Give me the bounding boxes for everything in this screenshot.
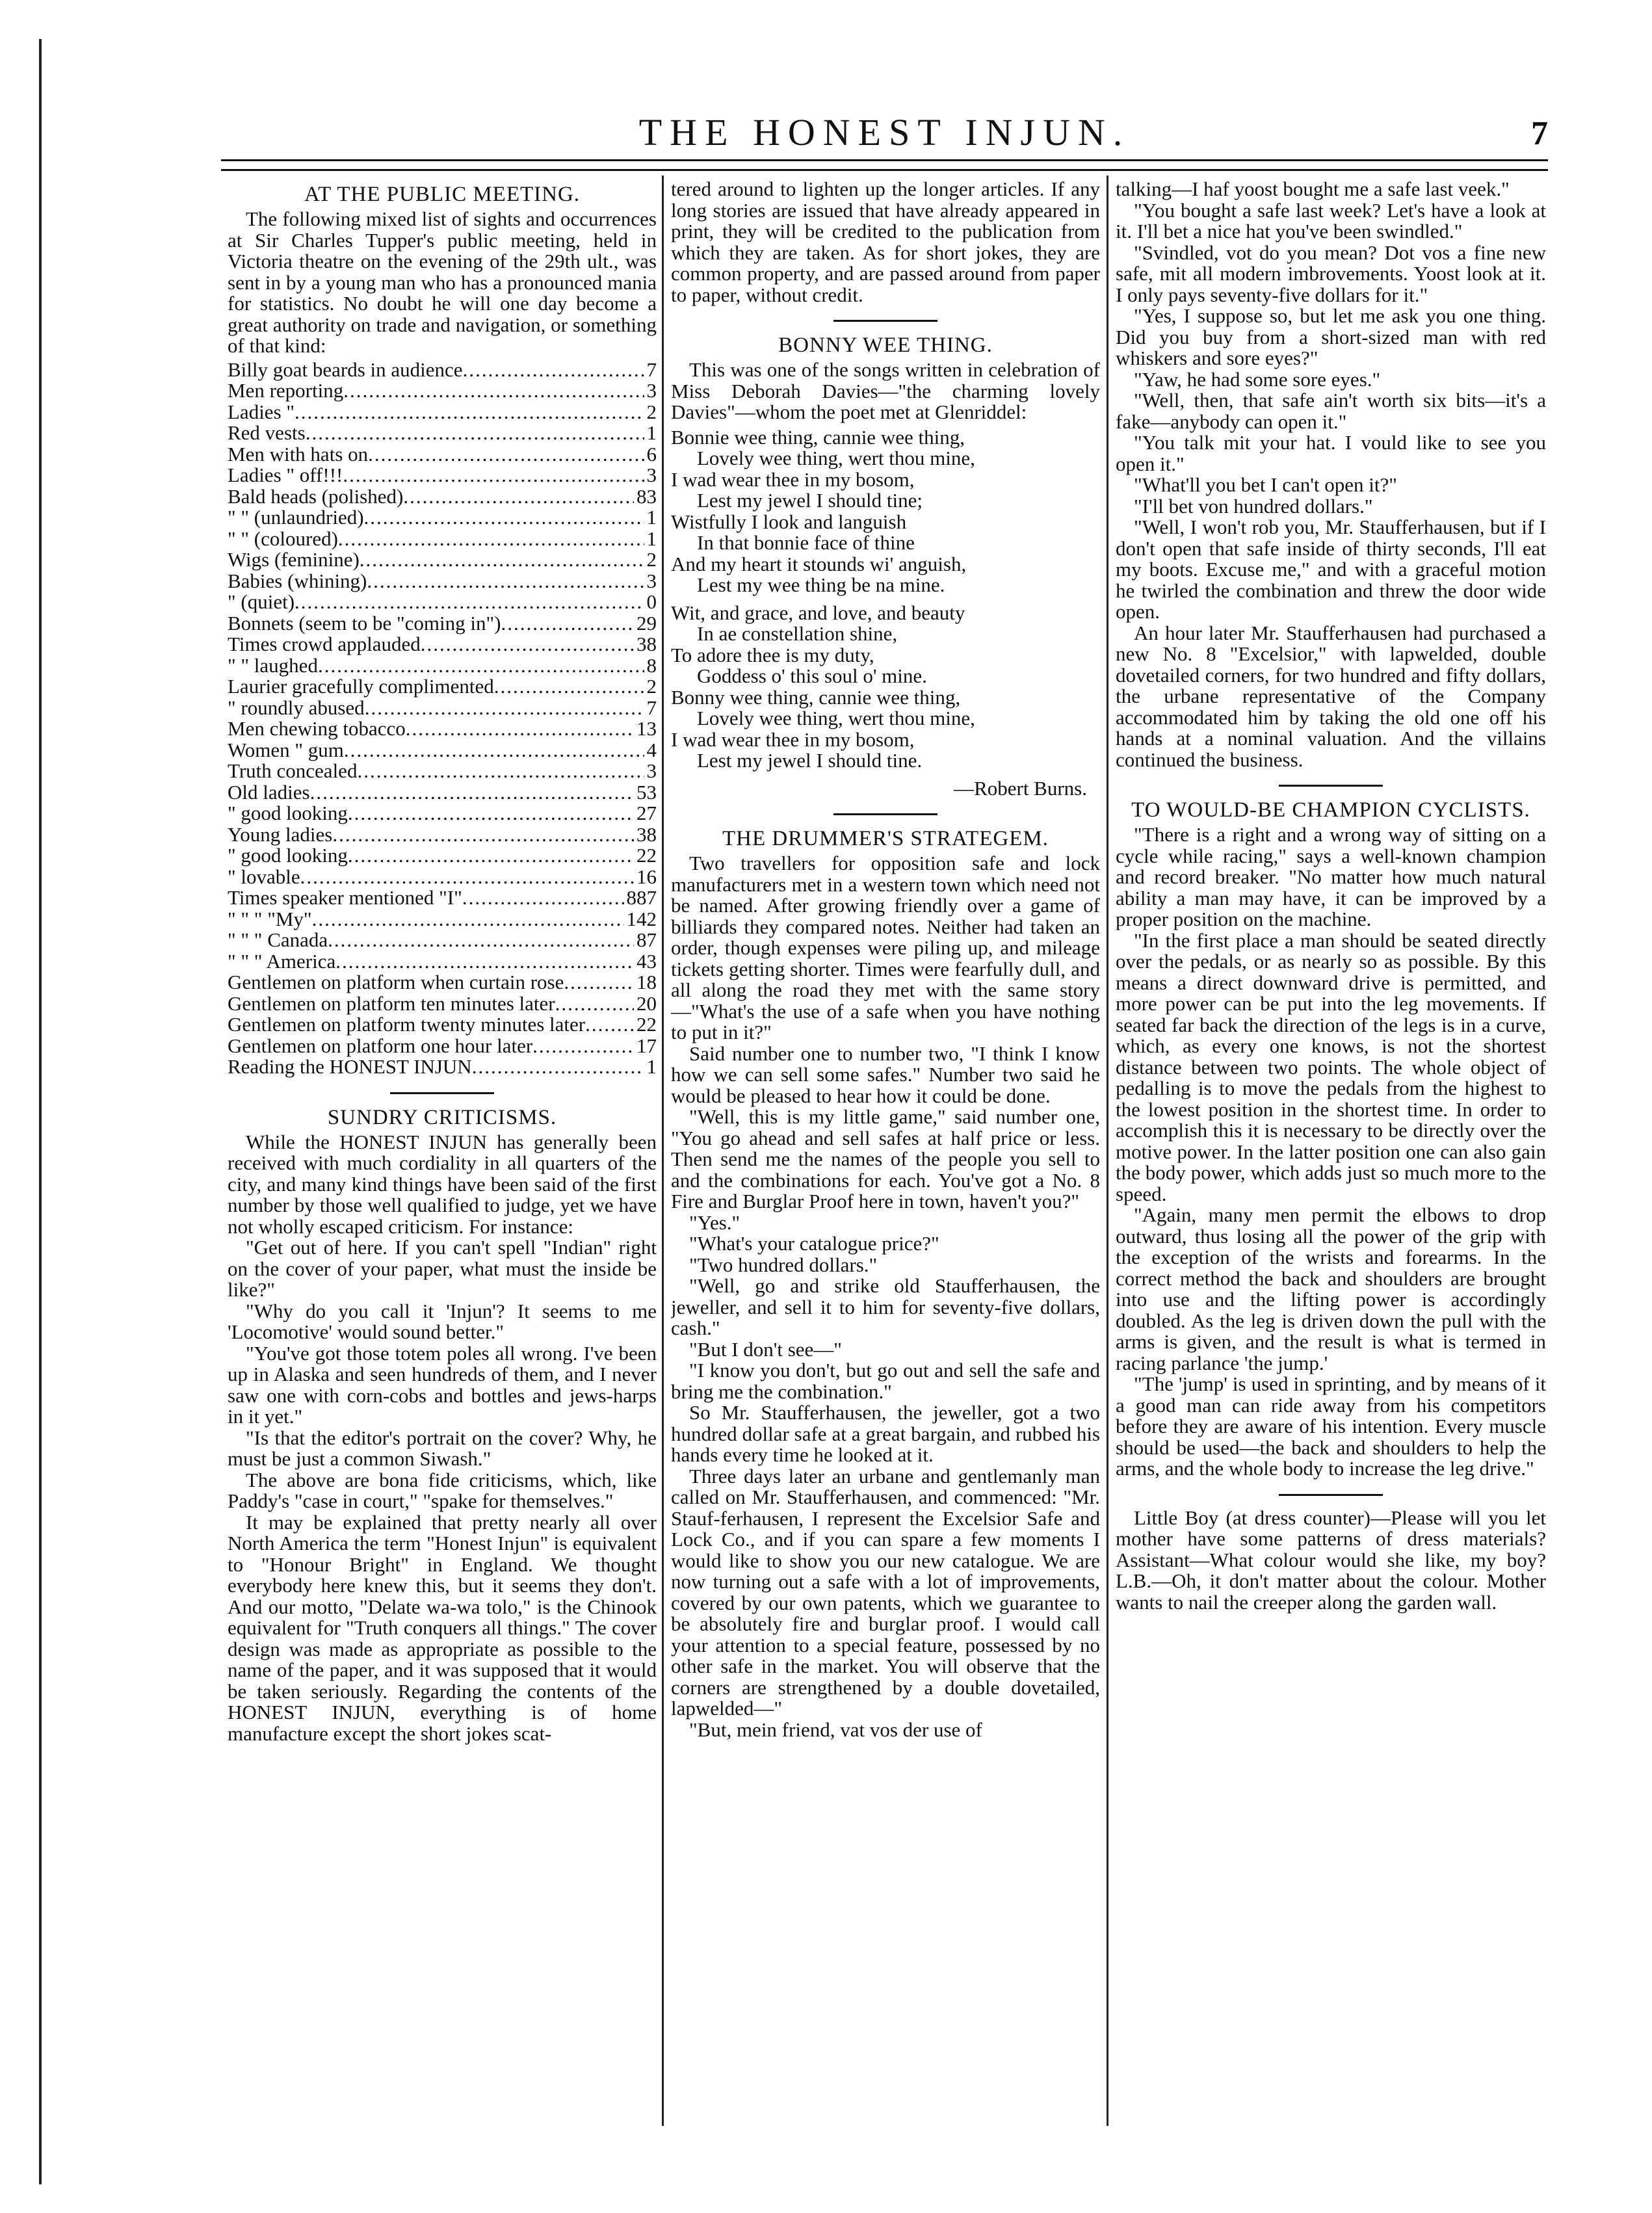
- poem-author: —Robert Burns.: [954, 776, 1087, 800]
- article-title-drummers-strategem: THE DRUMMER'S STRATEGEM.: [722, 827, 1049, 850]
- poem-line: And my heart it stounds wi' anguish,: [671, 552, 967, 575]
- leader-dots: [300, 867, 634, 888]
- statistic-value: 3: [646, 569, 657, 592]
- statistic-label: Men with hats on: [228, 442, 369, 465]
- statistic-label: Gentlemen on platform when curtain rose: [228, 971, 564, 993]
- poem-line: Lest my jewel I should tine.: [697, 749, 923, 772]
- statistic-row: [228, 486, 657, 508]
- paragraph: talking—I haf yoost bought me a safe last veek.": [1116, 179, 1510, 200]
- paragraph: "There is a right and a wrong way of sitting on a cycle while racing," says a well-known champion and record breaker. "No matter how much natural ability a man may have, it can be improved by a proper position on the machine.: [1116, 823, 1546, 930]
- paragraph: "Again, many men permit the elbows to drop outward, thus losing all the power of the grip with the exception of the wrists and forearms. In the correct method the back and shoulders are brought into use and the lifting power is accordingly doubled. As the leg is driven down the pull with the arms is given, and the result is what is termed in racing parlance 'the jump.': [1116, 1203, 1546, 1374]
- statistic-row: [228, 380, 657, 402]
- paragraph: "But I don't see—": [689, 1337, 842, 1361]
- statistic-label: Ladies " off!!!: [228, 464, 343, 486]
- statistic-value: 6: [646, 442, 657, 465]
- statistic-label: " " laughed: [228, 653, 318, 677]
- poem-stanza-1: [671, 427, 1100, 596]
- leader-dots: [312, 909, 624, 930]
- statistic-label: Laurier gracefully complimented: [228, 675, 494, 698]
- statistic-value: 13: [636, 717, 657, 740]
- paragraph: "Well, I won't rob you, Mr. Staufferhausen, but if I don't open that safe inside of thirty seconds, I'll eat my boots. Excuse me," and with a graceful motion he twirled the combination and threw the door wide open.: [1116, 516, 1546, 623]
- poem-line: Lovely wee thing, wert thou mine,: [697, 447, 975, 469]
- statistic-label: Ladies ": [228, 400, 295, 423]
- leader-dots: [328, 930, 634, 951]
- poem-line: Bonny wee thing, cannie wee thing,: [671, 685, 961, 709]
- article-intro: The following mixed list of sights and occurrences at Sir Charles Tupper's public meeting, held in Victoria theatre on the evening of the 29th ult., was sent in by a young man who has a pronounced mania for statistics. No doubt he will one day become a great authority on trade and navigation, or something of that kind:: [228, 207, 657, 357]
- poem-line: Lest my wee thing be na mine.: [697, 573, 945, 596]
- statistic-row: [228, 972, 657, 993]
- leader-dots: [368, 444, 644, 465]
- paragraph: "Well, go and strike old Staufferhausen, the jeweller, and sell it to him for seventy-five dollars, cash.": [671, 1274, 1100, 1339]
- statistic-label: Red vests: [228, 421, 306, 444]
- statistic-row: [228, 592, 657, 613]
- leader-dots: [338, 529, 644, 550]
- leader-dots: [364, 507, 644, 529]
- leader-dots: [360, 549, 644, 571]
- statistic-label: " " " "My": [228, 907, 312, 930]
- statistic-value: 20: [636, 991, 657, 1015]
- leader-dots: [348, 845, 634, 867]
- paragraph: "Yes.": [689, 1211, 741, 1234]
- paragraph: "Why do you call it 'Injun'? It seems to me 'Locomotive' would sound better.": [228, 1299, 657, 1343]
- statistic-row: [228, 951, 657, 973]
- statistic-value: 7: [646, 358, 657, 381]
- paragraph: "Get out of here. If you can't spell "Indian" right on the cover of your paper, what must the inside be like?": [228, 1236, 657, 1301]
- leader-dots: [295, 402, 644, 423]
- paragraph: Said number one to number two, "I think I know how we can sell some safes." Number two said he would be pleased to hear how it could be done.: [671, 1041, 1100, 1107]
- statistic-row: [228, 507, 657, 529]
- statistic-value: 27: [636, 802, 657, 824]
- column-divider-1: [662, 176, 664, 2126]
- statistic-label: " " (unlaundried): [228, 506, 364, 529]
- leader-dots: [462, 887, 624, 909]
- statistic-label: Men chewing tobacco: [228, 717, 406, 740]
- statistic-row: [228, 1014, 657, 1036]
- section-separator: [390, 1092, 494, 1094]
- statistic-row: [228, 655, 657, 677]
- paragraph: "Svindled, vot do you mean? Dot vos a fine new safe, mit all modern imbrovements. Yoost look at it. I only pays seventy-five dollars for it.": [1116, 241, 1546, 306]
- poem-line: I wad wear thee in my bosom,: [671, 467, 915, 491]
- statistic-row: [228, 549, 657, 571]
- statistic-label: Gentlemen on platform one hour later: [228, 1034, 533, 1057]
- statistic-value: 53: [636, 780, 657, 804]
- statistic-value: 3: [646, 379, 657, 402]
- statistic-row: [228, 529, 657, 550]
- statistic-value: 29: [636, 611, 657, 635]
- section-separator: [833, 813, 937, 815]
- paragraph: "In the first place a man should be seated directly over the pedals, or as nearly so as possible. By this means a direct downward drive is permitted, and more power can be put into the leg movements. If seated far back the direction of the legs is in a curve, which, as every one knows, is not the shortest distance between two points. The whole object of pedalling is to move the pedals from the highest to the lowest position in the shortest time. In order to accomplish this it is necessary to be directly over the motive power. In the latter position one can also gain the body power, which adds just so much more to the speed.: [1116, 928, 1546, 1205]
- leader-dots: [332, 824, 634, 846]
- statistic-value: 3: [646, 759, 657, 782]
- paragraph: "I'll bet von hundred dollars.": [1134, 494, 1373, 517]
- paragraph: "Yaw, he had some sore eyes.": [1134, 367, 1381, 391]
- statistic-label: " roundly abused: [228, 696, 365, 719]
- poem-line: To adore thee is my duty,: [671, 643, 874, 666]
- statistic-value: 83: [636, 484, 657, 508]
- poem-line: Goddess o' this soul o' mine.: [697, 664, 927, 687]
- statistic-label: Women " gum: [228, 738, 344, 761]
- statistic-label: Times speaker mentioned "I": [228, 886, 462, 909]
- statistic-row: [228, 887, 657, 909]
- poem-line: In ae constellation shine,: [697, 622, 898, 645]
- paragraph: "Is that the editor's portrait on the cover? Why, he must be just a common Siwash.": [228, 1426, 657, 1470]
- statistic-value: 4: [646, 738, 657, 761]
- statistic-label: Billy goat beards in audience: [228, 358, 463, 381]
- poem-line: In that bonnie face of thine: [697, 531, 915, 554]
- section-separator: [833, 320, 937, 322]
- statistic-value: 87: [636, 928, 657, 951]
- leader-dots: [564, 972, 634, 993]
- paragraph: It may be explained that pretty nearly all over North America the term "Honest Injun" is equivalent to "Honour Bright" in England. We thought everybody here knew this, but it seems they don't. And our motto, "Delate wa-wa tolo," is the Chinook equivalent for "Truth conquers all things." The cover design was made as appropriate as possible to the name of the paper, and it was supposed that it would be taken seriously. Regarding the contents of the HONEST INJUN, everything is of home manufacture except the short jokes scat-: [228, 1510, 657, 1745]
- statistic-row: [228, 676, 657, 698]
- statistic-label: Bald heads (polished): [228, 484, 404, 508]
- statistic-label: " " " Canada: [228, 928, 328, 951]
- statistic-value: 1: [646, 506, 657, 529]
- leader-dots: [343, 380, 644, 402]
- masthead: [221, 111, 1548, 163]
- leader-dots: [318, 655, 644, 677]
- statistic-label: Reading the HONEST INJUN: [228, 1055, 472, 1078]
- article-title-cyclists: TO WOULD-BE CHAMPION CYCLISTS.: [1131, 798, 1530, 822]
- statistic-value: 18: [636, 971, 657, 993]
- statistic-row: [228, 465, 657, 486]
- statistic-label: Men reporting: [228, 379, 344, 402]
- paragraph: "The 'jump' is used in sprinting, and by means of it a good man can ride away from his competitors before they are aware of his intention. Every muscle should be used—the back and shoulders to help the arms, and the whole body to increase the leg drive.": [1116, 1372, 1546, 1480]
- poem-line: Lest my jewel I should tine;: [697, 489, 923, 512]
- running-title: THE HONEST INJUN.: [638, 111, 1131, 153]
- statistic-value: 17: [636, 1034, 657, 1057]
- statistic-value: 8: [646, 653, 657, 677]
- statistic-value: 0: [646, 590, 657, 613]
- continued-paragraph: tered around to lighten up the longer articles. If any long stories are issued that have already appeared in print, they will be credited to the publication from which they are taken. As for short jokes, they are common property, and are passed around from paper to paper, without credit.: [671, 179, 1100, 306]
- poem-line: Lovely wee thing, wert thou mine,: [697, 707, 975, 729]
- statistic-label: " " (coloured): [228, 527, 338, 550]
- header-rule-top: [221, 159, 1548, 161]
- statistic-label: Gentlemen on platform ten minutes later: [228, 991, 555, 1015]
- joke-paragraph: Little Boy (at dress counter)—Please will you let mother have some patterns of dress materials? Assistant—What colour would she like, my boy? L.B.—Oh, it don't matter about the colour. Mother wants to nail the creeper along the garden wall.: [1116, 1506, 1546, 1614]
- leader-dots: [501, 613, 634, 635]
- poem-stanza-2: [671, 603, 1100, 772]
- statistic-row: [228, 740, 657, 761]
- paragraph: "Well, then, that safe ain't worth six bits—it's a fake—anybody can open it.": [1116, 389, 1546, 433]
- article-title-sundry-criticisms: SUNDRY CRITICISMS.: [327, 1105, 557, 1129]
- statistic-label: Times crowd applauded: [228, 633, 421, 655]
- statistic-row: [228, 867, 657, 888]
- statistic-value: 43: [636, 949, 657, 973]
- statistic-value: 7: [646, 696, 657, 719]
- leader-dots: [365, 698, 644, 719]
- statistic-label: Gentlemen on platform twenty minutes later: [228, 1013, 586, 1036]
- statistic-row: [228, 993, 657, 1015]
- leader-dots: [295, 592, 644, 613]
- drummer-story-continued: [1116, 179, 1546, 770]
- paragraph: Two travellers for opposition safe and lock manufacturers met in a western town which need not be named. After growing friendly over a game of billiards they compared notes. Neither had taken an order, though expenses were piling up, and mileage tickets getting shorter. Times were fearfully dull, and all along the road they met with the same story—"What's the use of a safe when you have nothing to put in it?": [671, 852, 1100, 1043]
- statistic-label: Truth concealed: [228, 759, 358, 782]
- paragraph: Three days later an urbane and gentlemanly man called on Mr. Staufferhausen, and commenced: "Mr. Stauf-ferhausen, I represent the Excelsior Safe and Lock Co., and if you can spare a few moments I would like to show you our new catalogue. We are now turning out a safe with a lot of improvements, covered by our own patents, which we guarantee to be absolutely fire and burglar proof. I would call your attention to a special feature, possessed by no other safe in the market. You will observe that the corners are strengthened by a double dovetailed, lapwelded—": [671, 1464, 1100, 1720]
- statistic-row: [228, 613, 657, 635]
- statistic-value: 22: [636, 844, 657, 867]
- paragraph: While the HONEST INJUN has generally been received with much cordiality in all quarters of the city, and many kind things have been said of the first number by those well qualified to judge, yet we have not wholly escaped criticism. For instance:: [228, 1130, 657, 1238]
- statistic-value: 22: [636, 1013, 657, 1036]
- poem-line: Wistfully I look and languish: [671, 510, 907, 533]
- poem-line: Bonnie wee thing, cannie wee thing,: [671, 425, 965, 449]
- paragraph: "But, mein friend, vat vos der use of: [689, 1718, 982, 1741]
- poem-intro: This was one of the songs written in celebration of Miss Deborah Davies—"the charming lovely Davies"—whom the poet met at Glenriddel:: [671, 358, 1100, 423]
- statistic-value: 1: [646, 1055, 657, 1078]
- leader-dots: [421, 634, 634, 655]
- paragraph: "Yes, I suppose so, but let me ask you one thing. Did you buy from a short-sized man with red whiskers and sore eyes?": [1116, 304, 1546, 369]
- statistic-row: [228, 909, 657, 930]
- statistic-row: [228, 444, 657, 465]
- statistic-row: [228, 782, 657, 804]
- poem-line: Wit, and grace, and love, and beauty: [671, 601, 965, 624]
- leader-dots: [532, 1036, 634, 1057]
- statistic-row: [228, 718, 657, 740]
- leader-dots: [310, 782, 634, 804]
- paragraph: "What's your catalogue price?": [689, 1232, 939, 1255]
- statistic-value: 3: [646, 464, 657, 486]
- cyclists-body: [1116, 824, 1546, 1480]
- article-title-public-meeting: AT THE PUBLIC MEETING.: [304, 183, 581, 206]
- column-2: [671, 179, 1100, 2161]
- leader-dots: [306, 423, 644, 444]
- statistic-row: [228, 402, 657, 423]
- drummer-story-body: [671, 853, 1100, 1740]
- paragraph: "Two hundred dollars.": [689, 1253, 878, 1276]
- statistic-label: " good looking: [228, 844, 348, 867]
- statistic-label: Bonnets (seem to be "coming in"): [228, 611, 501, 635]
- statistic-label: " lovable: [228, 865, 300, 888]
- statistic-row: [228, 571, 657, 592]
- section-separator: [1279, 1494, 1383, 1496]
- statistic-value: 2: [646, 548, 657, 571]
- leader-dots: [357, 761, 644, 782]
- statistic-label: " " " America: [228, 949, 336, 973]
- column-divider-2: [1107, 176, 1108, 2126]
- section-separator: [1279, 785, 1383, 787]
- statistic-row: [228, 360, 657, 381]
- statistic-label: Wigs (feminine): [228, 548, 360, 571]
- statistic-label: " (quiet): [228, 590, 295, 613]
- statistic-row: [228, 761, 657, 782]
- statistic-value: 2: [646, 400, 657, 423]
- leader-dots: [406, 718, 634, 740]
- statistics-list: [228, 360, 657, 1078]
- statistic-row: [228, 634, 657, 655]
- statistic-row: [228, 423, 657, 444]
- leader-dots: [555, 993, 634, 1015]
- statistic-row: [228, 698, 657, 719]
- paragraph: "You talk mit your hat. I vould like to see you open it.": [1116, 431, 1546, 475]
- statistic-row: [228, 1036, 657, 1057]
- statistic-row: [228, 803, 657, 824]
- statistic-value: 1: [646, 421, 657, 444]
- statistic-label: Old ladies: [228, 780, 310, 804]
- statistic-value: 2: [646, 675, 657, 698]
- leader-dots: [343, 465, 644, 486]
- column-1: [228, 179, 657, 2161]
- statistic-label: Young ladies: [228, 822, 333, 846]
- statistic-row: [228, 824, 657, 846]
- statistic-value: 1: [646, 527, 657, 550]
- paragraph: "You bought a safe last week? Let's have a look at it. I'll bet a nice hat you've been swindled.": [1116, 198, 1546, 242]
- statistic-value: 142: [626, 907, 657, 930]
- paragraph: An hour later Mr. Staufferhausen had purchased a new No. 8 "Excelsior," with lapwelded, double dovetailed corners, for two hundred and fifty dollars, the urbane representative of the Company accommodated him by taking the old one off his hands at a nominal valuation. And the villains continued the business.: [1116, 621, 1546, 771]
- paragraph: "What'll you bet I can't open it?": [1134, 473, 1397, 496]
- leader-dots: [472, 1056, 644, 1078]
- statistic-row: [228, 1056, 657, 1078]
- header-rule-bottom: [221, 169, 1548, 171]
- paragraph: The above are bona fide criticisms, which, like Paddy's "case in court," "spake for themselves.": [228, 1468, 657, 1512]
- poem-line: I wad wear thee in my bosom,: [671, 727, 915, 751]
- column-3: [1116, 179, 1546, 2161]
- criticisms-body: [228, 1132, 657, 1745]
- statistic-value: 16: [636, 865, 657, 888]
- statistic-value: 38: [636, 633, 657, 655]
- paragraph: "You've got those totem poles all wrong. I've been up in Alaska and seen hundreds of them, and I never saw one with corn-cobs and bottles and jews-harps in it yet.": [228, 1341, 657, 1428]
- page-number: 7: [1531, 115, 1548, 152]
- leader-dots: [403, 486, 634, 508]
- statistic-row: [228, 930, 657, 951]
- leader-dots: [463, 360, 644, 381]
- leader-dots: [348, 803, 634, 824]
- statistic-label: " good looking: [228, 802, 348, 824]
- paragraph: "Well, this is my little game," said number one, "You go ahead and sell safes at half price or less. Then send me the names of the people you sell to and the combinations for each. You've got a No. 8 Fire and Burglar Proof here in town, haven't you?": [671, 1105, 1100, 1212]
- article-title-bonny-wee-thing: BONNY WEE THING.: [778, 334, 993, 357]
- paragraph: So Mr. Staufferhausen, the jeweller, got a two hundred dollar safe at a great bargain, and rubbed his hands every time he looked at it.: [671, 1401, 1100, 1466]
- statistic-value: 38: [636, 822, 657, 846]
- statistic-label: Babies (whining): [228, 569, 367, 592]
- leader-dots: [367, 571, 644, 592]
- leader-dots: [344, 740, 644, 761]
- statistic-value: 887: [626, 886, 657, 909]
- paragraph: "I know you don't, but go out and sell the safe and bring me the combination.": [671, 1359, 1100, 1403]
- leader-dots: [585, 1014, 634, 1036]
- leader-dots: [335, 951, 634, 973]
- binding-margin-line: [39, 39, 42, 2184]
- leader-dots: [494, 676, 644, 698]
- statistic-row: [228, 845, 657, 867]
